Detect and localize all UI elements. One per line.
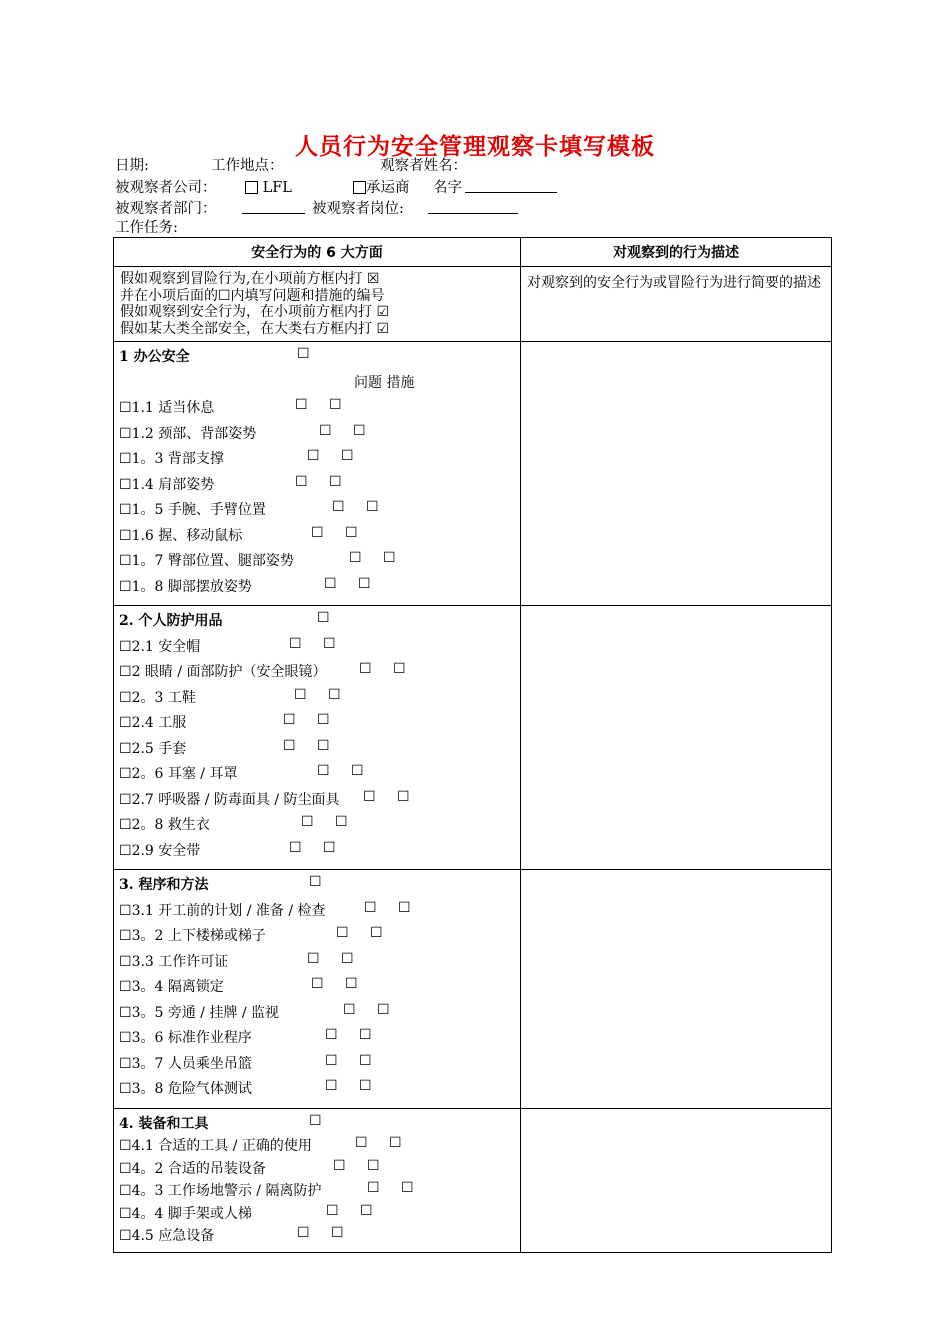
item-checkbox[interactable]: ☐ [119, 578, 132, 595]
lfl-option[interactable] [245, 178, 292, 198]
item-checkbox[interactable]: ☐ [119, 1081, 132, 1097]
item-label: 1.1 适当休息 [131, 400, 215, 416]
measure-code-box[interactable]: ☐ [359, 1078, 372, 1094]
measure-code-box[interactable]: ☐ [351, 763, 364, 779]
checklist-item [119, 1225, 515, 1248]
contractor-label: 承运商 [366, 180, 410, 196]
problem-code-box[interactable]: ☐ [311, 524, 324, 541]
problem-code-box[interactable]: ☐ [294, 686, 307, 703]
measure-code-box[interactable]: ☐ [317, 712, 330, 728]
problem-code-box[interactable]: ☐ [283, 737, 296, 754]
problem-code-box[interactable]: ☐ [359, 661, 372, 677]
item-label: 1。7 臀部位置、腿部姿势 [131, 553, 294, 569]
problem-code-box[interactable]: ☐ [317, 763, 330, 779]
measure-code-box[interactable]: ☐ [370, 925, 383, 941]
measure-code-box[interactable]: ☐ [317, 737, 330, 754]
item-label: 2。3 工鞋 [131, 689, 196, 706]
problem-code-box[interactable]: ☐ [333, 1157, 346, 1174]
checklist-item [119, 525, 515, 551]
item-label: 4。2 合适的吊装设备 [131, 1160, 266, 1177]
section-row [114, 870, 832, 1109]
item-checkbox[interactable]: ☐ [119, 527, 132, 544]
checklist-item [119, 661, 515, 687]
item-checkbox[interactable]: ☐ [119, 476, 132, 493]
section-row [114, 342, 832, 606]
checklist-item [119, 1135, 515, 1158]
item-label: 3。4 隔离锁定 [131, 979, 224, 995]
task-label: 工作任务: [115, 220, 178, 236]
section-row [114, 606, 832, 870]
checklist-item [119, 976, 515, 1002]
item-label: 2.9 安全带 [131, 842, 201, 859]
measure-code-box[interactable]: ☐ [366, 499, 379, 515]
instruction-line: 假如观察到冒险行为,在小项前方框内打 ☒ [120, 271, 380, 287]
item-checkbox[interactable]: ☐ [119, 791, 132, 808]
item-label: 2。8 救生衣 [131, 817, 210, 833]
instruction-line: 假如观察到安全行为，在小项前方框内打 ☑ [120, 304, 389, 320]
measure-code-box[interactable]: ☐ [328, 686, 341, 703]
measure-code-box[interactable]: ☐ [360, 1202, 373, 1219]
item-label: 1.2 颈部、背部姿势 [131, 425, 257, 442]
item-label: 4.5 应急设备 [131, 1228, 215, 1244]
problem-code-box[interactable]: ☐ [301, 814, 314, 830]
item-checkbox[interactable]: ☐ [119, 902, 132, 919]
checklist-item [119, 1002, 515, 1028]
checklist-item [119, 1180, 515, 1203]
section-title: 3. 程序和方法 [119, 877, 209, 893]
item-checkbox[interactable]: ☐ [119, 1228, 132, 1244]
measure-code-box[interactable]: ☐ [345, 976, 358, 992]
item-checkbox[interactable]: ☐ [119, 1004, 132, 1021]
section-all-safe-checkbox[interactable]: ☐ [309, 874, 322, 890]
section-title-line [119, 874, 515, 900]
col-description-header: 对观察到的行为描述 [521, 238, 832, 267]
checklist-item [119, 814, 515, 840]
item-checkbox[interactable]: ☐ [119, 1183, 132, 1199]
instructions-cell [114, 267, 521, 342]
checklist-item [119, 1203, 515, 1226]
measure-code-box[interactable]: ☐ [397, 788, 410, 805]
item-label: 2.5 手套 [131, 740, 187, 757]
measure-code-box[interactable]: ☐ [367, 1157, 380, 1174]
contractor-option[interactable] [353, 178, 410, 198]
problem-code-box[interactable]: ☐ [289, 635, 302, 652]
checklist-item [119, 951, 515, 977]
section-description-cell[interactable] [521, 342, 832, 606]
measure-code-box[interactable]: ☐ [353, 422, 366, 439]
checklist-item [119, 763, 515, 789]
measure-code-box[interactable]: ☐ [377, 1001, 390, 1018]
measure-code-box[interactable]: ☐ [341, 448, 354, 464]
measure-code-box[interactable]: ☐ [359, 1052, 372, 1069]
instruction-line: 假如某大类全部安全，在大类右方框内打 ☑ [120, 320, 389, 337]
problem-measure-subheader: 问题 措施 [354, 374, 415, 391]
measure-code-box[interactable]: ☐ [389, 1135, 402, 1151]
item-checkbox[interactable]: ☐ [119, 1055, 132, 1072]
checklist-item [119, 474, 515, 500]
item-checkbox[interactable]: ☐ [119, 979, 132, 995]
problem-code-box[interactable]: ☐ [307, 950, 320, 967]
problem-code-box[interactable]: ☐ [295, 397, 308, 413]
item-checkbox[interactable]: ☐ [119, 451, 132, 467]
item-checkbox[interactable]: ☐ [119, 817, 132, 833]
problem-code-box[interactable]: ☐ [324, 575, 337, 592]
measure-code-box[interactable]: ☐ [398, 899, 411, 916]
item-label: 2.4 工服 [131, 715, 187, 731]
table-header-row [114, 238, 832, 267]
item-label: 3。5 旁通 / 挂牌 / 监视 [131, 1004, 280, 1021]
item-label: 2 眼睛 / 面部防护（安全眼镜） [131, 664, 327, 680]
item-label: 3。2 上下楼梯或梯子 [131, 928, 266, 944]
problem-code-box[interactable]: ☐ [297, 1225, 310, 1241]
observed-company-label: 被观察者公司： [115, 180, 217, 196]
item-label: 2。6 耳塞 / 耳罩 [131, 766, 238, 782]
checklist-item [119, 397, 515, 423]
section-all-safe-checkbox[interactable]: ☐ [297, 346, 310, 362]
item-label: 2.1 安全帽 [131, 638, 201, 655]
date-label: 日期: [115, 158, 149, 174]
item-label: 1.6 握、移动鼠标 [131, 527, 243, 544]
instruction-line: 并在小项后面的☐内填写问题和措施的编号 [120, 287, 385, 304]
section-title: 4. 装备和工具 [119, 1115, 209, 1132]
checklist-item [119, 925, 515, 951]
item-label: 4。3 工作场地警示 / 隔离防护 [131, 1183, 322, 1199]
measure-code-box[interactable]: ☐ [401, 1180, 414, 1196]
item-label: 3.3 工作许可证 [131, 953, 229, 970]
problem-code-box[interactable]: ☐ [326, 1202, 339, 1219]
observation-table [113, 237, 832, 1253]
item-label: 3。8 危险气体测试 [131, 1081, 252, 1097]
checklist-item [119, 423, 515, 449]
checklist-item [119, 636, 515, 662]
problem-code-box[interactable]: ☐ [325, 1078, 338, 1094]
name-label: 名字 [433, 180, 462, 196]
item-checkbox[interactable]: ☐ [119, 766, 132, 782]
section-procedures [114, 870, 521, 1109]
item-checkbox[interactable]: ☐ [119, 715, 132, 731]
section-description-cell[interactable] [521, 606, 832, 870]
page-title: 人员行为安全管理观察卡填写模板 [295, 133, 655, 160]
item-checkbox[interactable]: ☐ [119, 638, 132, 655]
item-checkbox[interactable]: ☐ [119, 1160, 132, 1177]
section-title: 1 办公安全 [119, 349, 190, 365]
checklist-item [119, 789, 515, 815]
observed-dept-label: 被观察者部门： [115, 201, 217, 217]
item-checkbox[interactable]: ☐ [119, 953, 132, 970]
item-checkbox[interactable]: ☐ [119, 400, 132, 416]
section-description-cell[interactable] [521, 1108, 832, 1252]
measure-code-box[interactable]: ☐ [331, 1225, 344, 1241]
item-checkbox[interactable]: ☐ [119, 928, 132, 944]
measure-code-box[interactable]: ☐ [323, 635, 336, 652]
item-checkbox[interactable]: ☐ [119, 1138, 132, 1154]
item-checkbox[interactable]: ☐ [119, 1205, 132, 1222]
section-all-safe-checkbox[interactable]: ☐ [309, 1112, 322, 1129]
item-checkbox[interactable]: ☐ [119, 553, 132, 569]
measure-code-box[interactable]: ☐ [335, 814, 348, 830]
problem-code-box[interactable]: ☐ [332, 499, 345, 515]
section-title-line [119, 1113, 515, 1136]
checklist-item [119, 687, 515, 713]
measure-code-box[interactable]: ☐ [329, 473, 342, 490]
measure-code-box[interactable]: ☐ [323, 839, 336, 856]
item-checkbox[interactable]: ☐ [119, 425, 132, 442]
checklist-item [119, 448, 515, 474]
item-checkbox[interactable]: ☐ [119, 740, 132, 757]
instructions-row [114, 267, 832, 342]
measure-code-box[interactable]: ☐ [329, 397, 342, 413]
observed-post-label: 被观察者岗位: [312, 201, 404, 217]
measure-code-box[interactable]: ☐ [359, 1027, 372, 1043]
item-label: 3.1 开工前的计划 / 准备 / 检查 [131, 902, 326, 919]
section-all-safe-checkbox[interactable]: ☐ [317, 610, 330, 626]
observer-name-label: 观察者姓名： [380, 158, 467, 174]
item-checkbox[interactable]: ☐ [119, 664, 132, 680]
problem-code-box[interactable]: ☐ [355, 1135, 368, 1151]
item-label: 2.7 呼吸器 / 防毒面具 / 防尘面具 [131, 791, 340, 808]
problem-code-box[interactable]: ☐ [364, 899, 377, 916]
item-label: 4。4 脚手架或人梯 [131, 1205, 252, 1222]
checklist-item [119, 712, 515, 738]
problem-code-box[interactable]: ☐ [307, 448, 320, 464]
problem-code-box[interactable]: ☐ [343, 1001, 356, 1018]
work-location-label: 工作地点： [211, 158, 284, 174]
checklist-item [119, 1158, 515, 1181]
item-label: 3。6 标准作业程序 [131, 1030, 252, 1046]
section-description-cell[interactable] [521, 870, 832, 1109]
section-title-line [119, 346, 515, 372]
problem-code-box[interactable]: ☐ [349, 550, 362, 566]
item-label: 1。8 脚部摆放姿势 [131, 578, 252, 595]
section-equipment-tools [114, 1108, 521, 1252]
lfl-checkbox[interactable] [245, 181, 258, 194]
item-label: 4.1 合适的工具 / 正确的使用 [131, 1138, 312, 1154]
item-checkbox[interactable]: ☐ [119, 502, 132, 518]
section-row [114, 1108, 832, 1252]
problem-code-box[interactable]: ☐ [363, 788, 376, 805]
checklist-item [119, 840, 515, 866]
section-title-line [119, 610, 515, 636]
checklist-item [119, 576, 515, 602]
problem-code-box[interactable]: ☐ [325, 1052, 338, 1069]
problem-code-box[interactable]: ☐ [311, 976, 324, 992]
checklist-item [119, 1027, 515, 1053]
problem-code-box[interactable]: ☐ [325, 1027, 338, 1043]
section-title: 2. 个人防护用品 [119, 613, 223, 629]
contractor-checkbox[interactable] [353, 181, 366, 194]
item-checkbox[interactable]: ☐ [119, 842, 132, 859]
item-checkbox[interactable]: ☐ [119, 689, 132, 706]
measure-code-box[interactable]: ☐ [345, 524, 358, 541]
checklist-item [119, 1078, 515, 1104]
col-aspects-header: 安全行为的 6 大方面 [114, 238, 521, 267]
problem-code-box[interactable]: ☐ [319, 422, 332, 439]
problem-code-box[interactable]: ☐ [367, 1180, 380, 1196]
problem-code-box[interactable]: ☐ [283, 712, 296, 728]
item-checkbox[interactable]: ☐ [119, 1030, 132, 1046]
problem-code-box[interactable]: ☐ [295, 473, 308, 490]
measure-code-box[interactable]: ☐ [358, 575, 371, 592]
item-label: 1.4 肩部姿势 [131, 476, 215, 493]
item-label: 3。7 人员乘坐吊篮 [131, 1055, 252, 1072]
section-ppe [114, 606, 521, 870]
checklist-item [119, 1053, 515, 1079]
description-hint-cell: 对观察到的安全行为或冒险行为进行简要的描述 [521, 267, 832, 342]
checklist-item [119, 550, 515, 576]
checklist-item [119, 900, 515, 926]
problem-code-box[interactable]: ☐ [336, 925, 349, 941]
measure-code-box[interactable]: ☐ [393, 661, 406, 677]
measure-code-box[interactable]: ☐ [341, 950, 354, 967]
problem-code-box[interactable]: ☐ [289, 839, 302, 856]
item-label: 1。5 手腕、手臂位置 [131, 502, 266, 518]
lfl-label: LFL [262, 180, 292, 196]
checklist-item [119, 738, 515, 764]
item-label: 1。3 背部支撑 [131, 451, 224, 467]
section-office-safety [114, 342, 521, 606]
measure-code-box[interactable]: ☐ [383, 550, 396, 566]
checklist-item [119, 499, 515, 525]
